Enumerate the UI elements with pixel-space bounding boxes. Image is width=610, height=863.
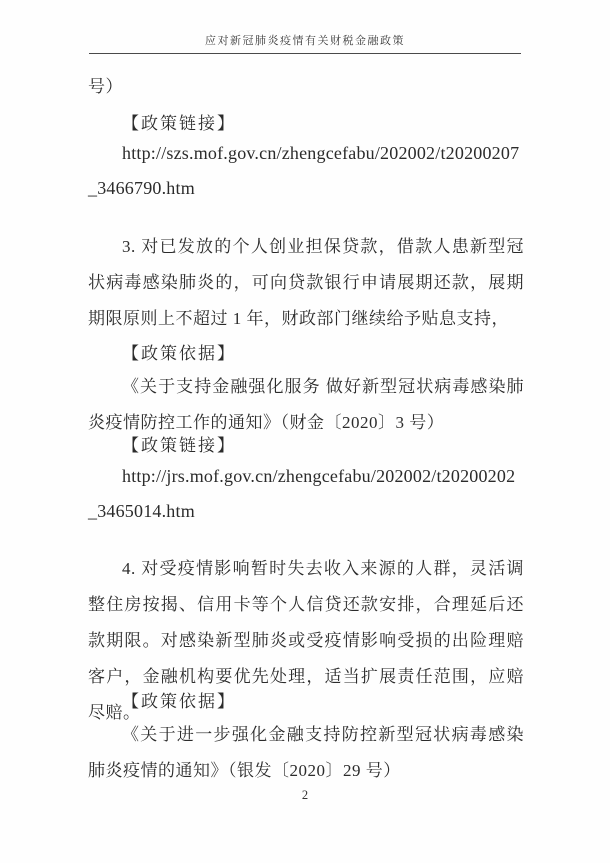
policy-basis-doc-2: 《关于进一步强化金融支持防控新型冠状病毒感染肺炎疫情的通知》（银发〔2020〕29 号） <box>88 725 524 780</box>
policy-basis-doc-1: 《关于支持金融强化服务 做好新型冠状病毒感染肺炎疫情防控工作的通知》（财金〔2020〕3 号） <box>88 377 524 432</box>
policy-item-3-paragraph: 3. 对已发放的个人创业担保贷款，借款人患新型冠状病毒感染肺炎的，可向贷款银行申请展期还款，展期期限原则上不超过 1 年，财政部门继续给予贴息支持， <box>88 237 524 328</box>
policy-basis-label-2: 【政策依据】 <box>122 692 236 711</box>
page-number: 2 <box>301 788 309 802</box>
policy-link-url-2: http://jrs.mof.gov.cn/zhengcefabu/202002/t20200202_3465014.htm <box>88 466 516 521</box>
page-header-title: 应对新冠肺炎疫情有关财税金融政策 <box>89 32 521 54</box>
policy-item-4-paragraph: 4. 对受疫情影响暂时失去收入来源的人群，灵活调整住房按揭、信用卡等个人信贷还款安排，合理延后还款期限。对感染新型肺炎或受疫情影响受损的出险理赔客户，金融机构要优先处理，适当扩展责任范围，应赔尽赔。 <box>88 559 524 722</box>
policy-link-label-2: 【政策链接】 <box>122 436 236 455</box>
policy-link-url-1: http://szs.mof.gov.cn/zhengcefabu/202002/t20200207_3466790.htm <box>88 143 520 198</box>
paragraph-continuation: 号） <box>88 77 123 96</box>
policy-link-label-1: 【政策链接】 <box>122 114 236 133</box>
policy-basis-label-1: 【政策依据】 <box>122 344 236 363</box>
